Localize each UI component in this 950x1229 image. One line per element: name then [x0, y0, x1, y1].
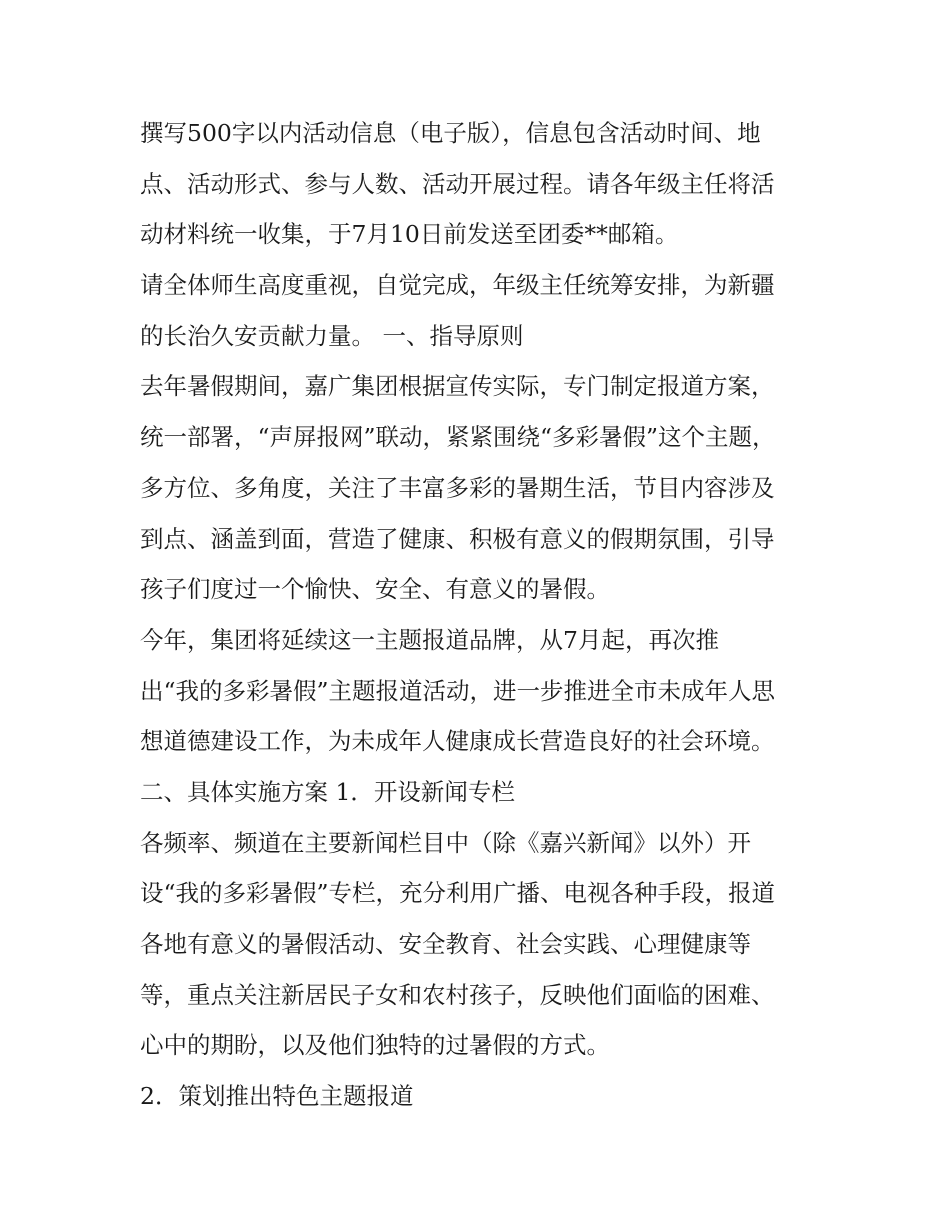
- text-line-18: 等，重点关注新居民子女和农村孩子，反映他们面临的困难、: [140, 980, 775, 1009]
- text-line-3: 动材料统一收集，于7月10日前发送至团委**邮箱。: [140, 220, 679, 249]
- text-line-7: 统一部署，“声屏报网”联动，紧紧围绕“多彩暑假”这个主题，: [140, 423, 776, 452]
- text-line-16: 设“我的多彩暑假”专栏，充分利用广播、电视各种手段，报道: [140, 879, 776, 908]
- text-line-6: 去年暑假期间，嘉广集团根据宣传实际，专门制定报道方案，: [140, 372, 775, 401]
- text-line-8: 多方位、多角度，关注了丰富多彩的暑期生活，节目内容涉及: [140, 473, 775, 502]
- text-line-4: 请全体师生高度重视，自觉完成，年级主任统筹安排，为新疆: [140, 271, 775, 300]
- text-line-13: 想道德建设工作，为未成年人健康成长营造良好的社会环境。: [140, 727, 775, 756]
- text-line-9: 到点、涵盖到面，营造了健康、积极有意义的假期氛围，引导: [140, 524, 775, 553]
- text-line-10: 孩子们度过一个愉快、安全、有意义的暑假。: [140, 575, 610, 604]
- text-line-19: 心中的期盼，以及他们独特的过暑假的方式。: [140, 1031, 610, 1060]
- document-body: [140, 108, 820, 1122]
- text-line-12: 出“我的多彩暑假”主题报道活动，进一步推进全市未成年人思: [140, 676, 776, 705]
- text-line-5: 的长治久安贡献力量。 一、指导原则: [140, 321, 524, 350]
- text-line-17: 各地有意义的暑假活动、安全教育、社会实践、心理健康等: [140, 930, 751, 958]
- text-line-1: 撰写500字以内活动信息（电子版），信息包含活动时间、地: [140, 119, 761, 147]
- text-line-11: 今年，集团将延续这一主题报道品牌，从7月起，再次推: [140, 625, 719, 654]
- text-line-15: 各频率、频道在主要新闻栏目中（除《嘉兴新闻》以外）开: [140, 828, 751, 857]
- text-line-20: 2．策划推出特色主题报道: [140, 1082, 414, 1111]
- text-line-14: 二、具体实施方案 1．开设新闻专栏: [140, 777, 515, 806]
- text-line-2: 点、活动形式、参与人数、活动开展过程。请各年级主任将活: [140, 169, 775, 198]
